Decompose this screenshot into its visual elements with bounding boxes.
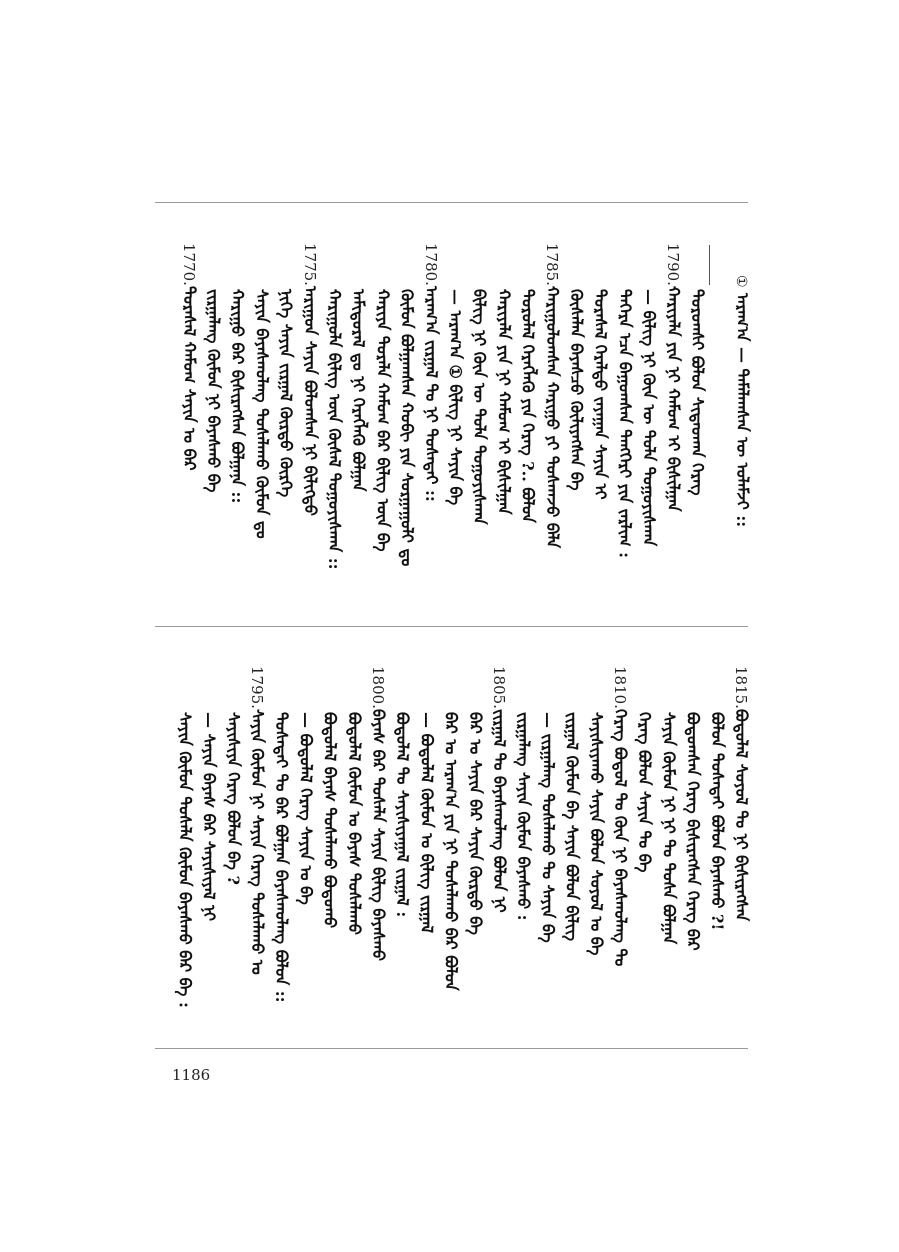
verse-text: ᠬᠠᠷᠢᠶᠠᠯᠠ ᠶᠢᠨ ᠨᠢ ᠬᠠᠮᠤᠭ ᠡᠢ ᠪᠢᠰᠢᠯᠭᠠᠨ: [663, 285, 683, 512]
verse-text: ᠬᠦᠮᠦᠨ ᠪᠣᠯᠭᠠᠭᠰᠠᠨ ᠬᠤᠪᠢ ᠶᠢᠨ ᠰᠤᠷᠭᠠᠭᠤᠯᠢ ᠳᠤ: [397, 289, 417, 567]
verse-line: [638, 289, 660, 546]
verse-line: [275, 289, 297, 497]
verse-text: — ᠵᠢᠷᠭᠠᠯᠠᠩ ᠲᠤᠰᠠᠯᠠᠬᠤ ᠲᠤ ᠰᠠᠶᠢᠨ ᠪᠠ: [538, 712, 558, 943]
verse-text: ᠬᠦᠰᠡᠯᠡᠨ ᠪᠠᠶᠠᠰᠴᠤ ᠬᠦᠯᠢᠶᠡᠭᠰᠡᠨ ᠪᠠ: [567, 289, 586, 491]
verse-line: [391, 712, 413, 917]
verse-line: [202, 289, 224, 492]
verse-text: ᠪᠣᠳᠤᠯᠠᠯ ᠬᠦᠮᠦᠨ ᠤ ᠪᠠᠶᠠᠰ ᠲᠤᠰᠠᠯᠠᠬᠤ: [344, 712, 364, 935]
verse-text: ᠳᠤᠷᠠᠰᠠᠯ ᠭᠡᠷᠡᠯᠲᠦ ᠵᠠᠶᠠᠭᠠᠨ ᠰᠠᠶᠢᠨ ᠢ: [591, 289, 611, 500]
verse-text: ᠠᠷᠢᠭᠤᠨ ᠰᠠᠶᠢᠨ ᠪᠣᠯᠤᠭᠰᠠᠨ ᠨᠢ ᠪᠢᠯᠢᠭᠲᠦ: [300, 285, 320, 516]
verse-line: [250, 289, 272, 539]
verse-line: [222, 712, 244, 885]
footnote-rule: [709, 245, 710, 285]
verse-text: — ᠪᠢᠯᠢᠭ ᠨᠢ ᠬᠦᠨ ᠦ ᠲᠤᠯᠠ ᠳᠤᠭᠤᠶᠢᠰᠬᠠᠨ: [639, 289, 659, 547]
verse-text: ᠰᠠᠶᠢᠨ ᠪᠠᠶᠠᠰᠬᠤᠯᠠᠩ ᠲᠤᠰᠠᠯᠠᠬᠤ ᠬᠦᠮᠦᠨ ᠳᠤ: [252, 289, 272, 539]
verse-line: [686, 289, 708, 496]
verse-line: [682, 712, 704, 951]
middle-divider: [155, 626, 748, 627]
line-number: 1785.: [542, 243, 561, 286]
verse-text: ᠰᠠᠶᠢᠨ ᠬᠦᠮᠦᠨ ᠨᠢ ᠰᠠᠶᠢᠨ ᠬᠡᠷᠡᠭ ᠲᠤᠰᠠᠯᠠᠬᠤ ᠤ: [248, 708, 267, 975]
verse-line: [226, 289, 248, 503]
verse-text: ᠪᠣᠯᠤᠨ ᠲᠤᠰᠠᠲᠠᠢ ᠪᠣᠯᠤᠨ ᠪᠠᠶᠠᠰᠬᠤ ?!: [707, 712, 727, 931]
verse-text: — ᠰᠠᠶᠢᠨ ᠪᠠᠶᠠᠰ ᠪᠡᠷ ᠰᠠᠶᠢᠰᠢᠶᠠᠯ ᠨᠢ: [199, 712, 219, 921]
verse-text: — ᠠᠷᠠᠭ᠎ᠠ ① ᠪᠢᠯᠢᠭ ᠨᠢ ᠰᠠᠶᠢᠨ ᠪᠠ: [446, 289, 465, 506]
verse-line: [198, 712, 220, 921]
footnote-text: ᠠᠷᠠᠭ᠎ᠠ — ᠲᠠᠮᠠᠯᠠᠭᠰᠠᠨ ᠦ ᠤᠯᠠᠮᠵᠢ ::: [733, 292, 752, 527]
verse-line: [270, 712, 292, 1003]
verse-text: ᠳᠤᠷᠠᠰᠠᠯ ᠬᠠᠮᠤᠭ ᠰᠠᠶᠢᠨ ᠤ ᠪᠡᠷ: [179, 285, 199, 471]
verse-text: ᠬᠠᠷᠢᠶᠠ ᠳᠤᠷᠠᠯᠠ ᠬᠠᠮᠤᠭ ᠪᠡᠷ ᠪᠢᠯᠢᠭ ᠦᠨ ᠪᠠ: [373, 289, 393, 552]
verse-text: ᠳᠤᠷᠤᠯᠠᠯ ᠬᠡᠷᠡᠭᠯᠡᠬᠦ ᠶᠢᠨ ᠬᠡᠷᠡᠭ ?.. ᠪᠣᠯᠤᠨ: [518, 289, 538, 523]
verse-line: [246, 666, 268, 975]
line-number: 1810.: [611, 666, 629, 709]
verse-line: [589, 289, 611, 499]
verse-line: [730, 666, 752, 921]
verse-text: ᠰᠠᠶᠢᠨ ᠬᠦᠮᠦᠨ ᠨᠢ ᠨᠢ ᠲᠤ ᠲᠤᠰᠠ ᠪᠣᠯᠭᠠᠨ: [659, 712, 679, 945]
bottom-divider: [155, 1048, 748, 1049]
verse-line: [319, 712, 341, 928]
verse-line: [536, 712, 558, 943]
verse-line: [613, 289, 635, 558]
verse-line: [323, 289, 345, 570]
verse-text: ᠰᠠᠶᠢᠨ ᠬᠦᠮᠦᠨ ᠲᠤᠰᠠᠯᠠ ᠬᠦᠮᠦᠨ ᠪᠠᠶᠠᠰᠬᠤ ᠪᠡᠷ ᠪᠠ :: [175, 712, 195, 1008]
verse-line: [343, 712, 365, 935]
verse-line: [396, 289, 418, 566]
verse-text: ᠠᠷᠠᠭ᠎ᠠ ᠵᠢᠷᠭᠠᠯ ᠲᠤ ᠨᠢ ᠲᠤᠰᠠᠲᠠᠢ ::: [421, 285, 441, 502]
verse-line: [565, 289, 587, 491]
verse-text: ᠪᠠᠷ ᠤ ᠠᠷᠠᠭ᠎ᠠ ᠶᠢᠨ ᠨᠢ ᠲᠤᠰᠠᠯᠠᠬᠤ ᠪᠡᠷ ᠪᠣᠯᠤᠨ: [441, 712, 461, 991]
verse-text: ᠪᠣᠳᠤᠯᠠᠯ ᠲᠤ ᠰᠠᠶᠢᠰᠢᠶᠠᠭᠠᠯ ᠵᠢᠷᠭᠠᠯ :: [393, 712, 413, 918]
verse-text: — ᠪᠣᠳᠤᠯᠠᠯ ᠬᠦᠮᠦᠨ ᠤ ᠪᠢᠯᠢᠭ ᠵᠢᠷᠭᠠᠯ: [417, 712, 437, 934]
verse-text: ᠪᠣᠳᠤᠯᠠᠯ ᠰᠣᠶᠣᠯ ᠲᠤ ᠨᠢ ᠪᠢᠰᠢᠷᠡᠭᠰᠡᠨ: [732, 708, 751, 922]
verse-line: [541, 243, 563, 548]
line-number: 1800.: [369, 666, 387, 709]
verse-line: [420, 243, 442, 502]
verse-line: [440, 712, 462, 991]
verse-text: ᠬᠠᠷᠢᠭᠤᠯᠤᠭᠰᠠᠨ ᠬᠠᠷᠢᠭᠤ ᠶᠢ ᠳᠤᠰᠬᠠᠵᠤ ᠪᠠᠯᠠ: [542, 285, 562, 548]
verse-text: ᠬᠠᠷᠢᠶᠠᠯᠠ ᠶᠢᠨ ᠨᠢ ᠬᠠᠮᠤᠭ ᠡᠢ ᠪᠢᠰᠢᠯᠭᠠᠨ: [494, 289, 514, 515]
verse-line: [662, 243, 684, 512]
verse-text: ᠪᠠᠶᠠᠰ ᠪᠡᠷ ᠲᠤᠰᠠᠯᠠ ᠰᠠᠶᠢᠨ ᠪᠢᠯᠢᠭ ᠪᠠᠶᠠᠰᠬᠤ: [369, 708, 388, 961]
verse-line: [512, 712, 534, 921]
verse-line: [561, 712, 583, 941]
verse-line: [492, 289, 514, 515]
verse-line: [371, 289, 393, 552]
line-number: 1775.: [300, 243, 319, 286]
verse-line: [367, 666, 389, 961]
verse-text: ᠠᠮᠢᠳᠤᠷᠠᠯ ᠳᠤ ᠨᠢ ᠬᠡᠷᠡᠭᠯᠡᠬᠦ ᠪᠣᠯᠭᠠᠨ: [349, 289, 369, 492]
verse-text: ᠵᠢᠷᠭᠠᠯ ᠲᠤ ᠪᠠᠶᠠᠰᠬᠤᠯᠠᠩ ᠪᠣᠯᠤᠨ ᠨᠢ: [490, 708, 509, 913]
verse-line: [415, 712, 437, 933]
verse-text: ᠵᠢᠷᠭᠠᠯ ᠬᠦᠮᠦᠨ ᠪᠠ ᠰᠠᠶᠢᠨ ᠪᠣᠯᠤᠨ ᠪᠢᠯᠢᠭ: [562, 712, 582, 942]
verse-text: ᠪᠠᠷ ᠤ ᠰᠠᠶᠢᠨ ᠪᠡᠷ ᠰᠠᠶᠢᠨ ᠬᠦᠷᠳᠦ ᠪᠠ: [465, 712, 485, 935]
verse-line: [347, 289, 369, 491]
top-divider: [155, 202, 748, 203]
verse-text: ᠬᠠᠷᠢᠭᠤ ᠪᠡᠷ ᠪᠢᠰᠢᠷᠡᠭᠰᠡᠨ ᠪᠣᠯᠭᠠᠨᠠ ::: [228, 289, 248, 504]
verse-line: [299, 243, 321, 516]
page-number: 1186: [172, 1066, 211, 1084]
line-number: 1815.: [732, 666, 750, 709]
verse-text: ᠳᠡᠭᠡᠷᠡ ᠡᠴᠡ ᠪᠠᠭᠤᠭᠰᠠᠨ ᠲᠡᠩᠭᠡᠷᠢ ᠶᠢᠨ ᠵᠠᠷᠯᠢᠭ :: [615, 289, 635, 559]
verse-text: — ᠪᠣᠳᠤᠯᠠᠯ ᠬᠡᠷᠡᠭ ᠰᠠᠶᠢᠨ ᠤ ᠪᠠ: [296, 712, 316, 905]
verse-text: ᠪᠣᠳᠤᠭᠰᠠᠨ ᠬᠡᠷᠡᠭ ᠪᠢᠰᠢᠷᠡᠭᠰᠡᠨ ᠬᠡᠷᠡᠭ ᠪᠠᠷ: [683, 712, 703, 951]
verse-text: ᠬᠡᠷᠡᠭ ᠪᠣᠳᠤᠯ ᠲᠤ ᠬᠦᠨ ᠨᠢ ᠪᠠᠶᠠᠰᠬᠤᠯᠠᠩ ᠲᠤ: [611, 708, 630, 967]
verse-line: [464, 712, 486, 935]
verse-text: ᠰᠠᠶᠢᠰᠢᠶᠠᠬᠤ ᠰᠠᠶᠢᠨ ᠪᠣᠯᠤᠨ ᠰᠣᠶᠣᠯ ᠤ ᠪᠠ: [586, 712, 606, 956]
verse-line: [633, 712, 655, 873]
verse-text: ᠪᠣᠳᠤᠯᠠᠯ ᠪᠠᠶᠠᠰ ᠲᠤᠰᠠᠯᠠᠬᠤ ᠪᠣᠳᠤᠬᠤ: [320, 712, 340, 929]
verse-line: [294, 712, 316, 905]
verse-line: [609, 666, 631, 966]
verse-text: ᠬᠠᠷᠢᠭᠤᠯᠠ ᠪᠢᠯᠢᠭ ᠦᠨ ᠬᠦᠰᠡᠯ ᠲᠤᠭᠤᠶᠢᠰᠬᠠᠨ ::: [325, 289, 344, 570]
verse-line: [178, 243, 200, 470]
footnote: [730, 275, 752, 527]
verse-line: [517, 289, 539, 523]
verse-line: [706, 712, 728, 930]
line-number: 1770.: [179, 243, 198, 286]
verse-text: ᠵᠢᠷᠭᠠᠯᠠᠩ ᠬᠦᠮᠦᠨ ᠨᠢ ᠪᠠᠶᠠᠰᠬᠤ ᠪᠠ: [204, 289, 223, 493]
footnote-marker: ①: [733, 275, 749, 288]
verse-line: [444, 289, 466, 505]
verse-text: ᠳᠣᠷᠤᠭᠰᠢ ᠪᠣᠯᠤᠨ ᠰᠢᠳᠠᠳᠬᠠ ᠬᠡᠷᠡᠭ: [688, 289, 707, 496]
verse-line: [173, 712, 195, 1008]
verse-line: [468, 289, 490, 525]
line-number: 1790.: [663, 243, 682, 286]
verse-text: ᠪᠢᠯᠢᠭ ᠨᠢ ᠬᠦᠨ ᠦ ᠲᠤᠯᠠ ᠳᠤᠭᠤᠶᠢᠰᠬᠠᠨ: [470, 289, 490, 525]
line-number: 1795.: [248, 666, 266, 709]
verse-text: ᠬᠡᠷᠡᠭ ᠪᠣᠯᠤᠨ ᠰᠠᠶᠢᠨ ᠲᠤ ᠪᠠ: [635, 712, 655, 873]
verse-text: ᠵᠢᠷᠭᠠᠯᠠᠩ ᠰᠠᠶᠢᠨ ᠬᠦᠮᠦᠨ ᠪᠠᠶᠠᠰᠬᠤ :: [514, 712, 534, 921]
verse-line: [585, 712, 607, 956]
verse-line: [657, 712, 679, 944]
verse-text: ᠨᠢᠭᠡ ᠰᠠᠶᠢᠨ ᠵᠢᠷᠭᠠᠯ ᠬᠦᠷᠳᠦ ᠬᠦᠷᠭᠡ: [276, 289, 296, 498]
verse-text: ᠲᠤᠰᠠᠲᠠᠢ ᠲᠤ ᠪᠡᠷ ᠪᠣᠯᠭᠠᠨ ᠪᠠᠶᠠᠰᠬᠤᠯᠠᠩ ᠪᠣᠯᠤᠨ ::: [272, 712, 292, 1003]
verse-text: ᠰᠠᠶᠢᠰᠢᠶᠠ ᠬᠡᠷᠡᠭ ᠪᠣᠯᠤᠨ ᠪᠠ ?: [223, 712, 243, 885]
verse-line: [488, 666, 510, 913]
line-number: 1805.: [490, 666, 508, 709]
line-number: 1780.: [421, 243, 440, 286]
